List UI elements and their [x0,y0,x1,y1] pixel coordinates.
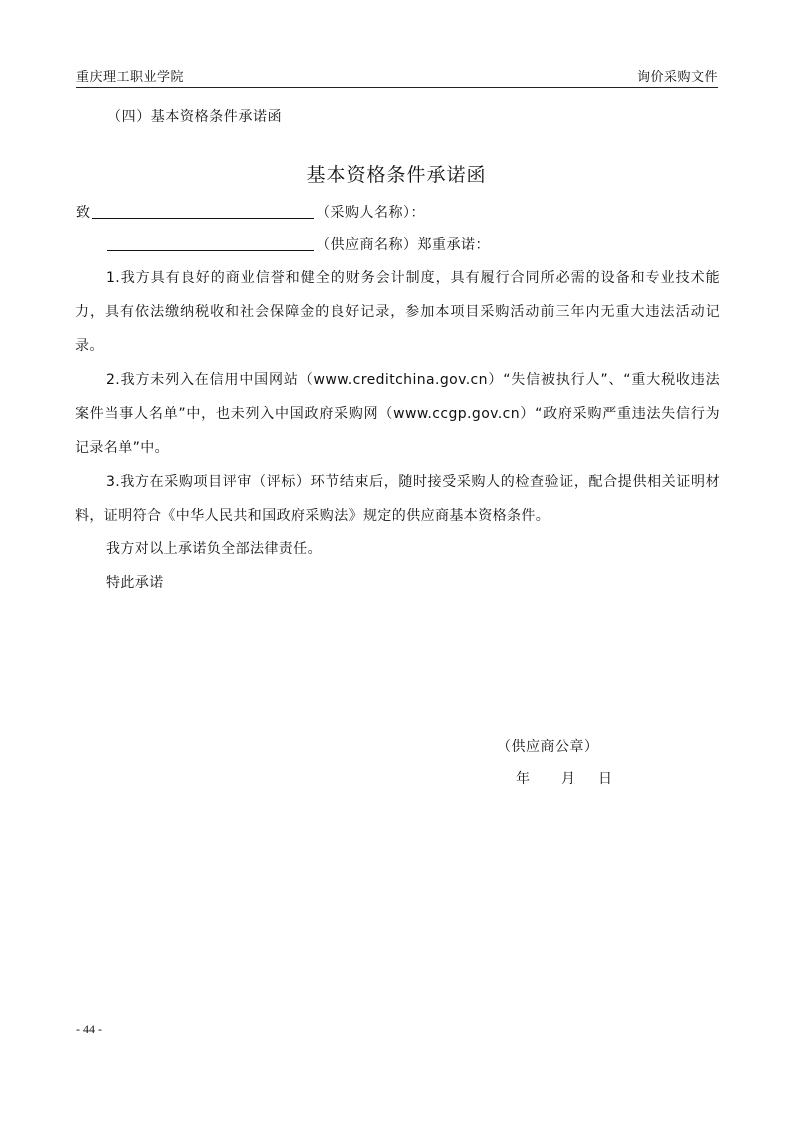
date-day-label: 日 [598,771,613,787]
supplier-line-suffix: （供应商名称）郑重承诺： [316,237,490,253]
commitment-text-3: 3.我方在采购项目评审（评标）环节结束后，随时接受采购人的检查验证，配合提供相关证明材料，证明符合《中华人民共和国政府采购法》规定的供应商基本资格条件。 [75,474,720,524]
commitment-text-1: 1.我方具有良好的商业信誉和健全的财务会计制度，具有履行合同所必需的设备和专业技术能力，具有依法缴纳税收和社会保障金的良好记录，参加本项目采购活动前三年内无重大违法活动记录。 [75,270,720,354]
page-number: - 44 - [76,1022,102,1036]
date-year-label: 年 [516,771,531,787]
closing-text: 特此承诺 [106,575,164,591]
closing-statement [75,566,720,600]
liability-text: 我方对以上承诺负全部法律责任。 [106,541,322,557]
addressee-suffix: （采购人名称）： [316,205,425,221]
page-header [76,65,718,88]
header-document-type: 询价采购文件 [636,70,718,85]
commitment-paragraph-1 [75,261,720,363]
document-title: 基本资格条件承诺函 [306,164,487,186]
supplier-seal-label: （供应商公章） [497,739,599,755]
commitment-text-2: 2.我方未列入在信用中国网站（www.creditchina.gov.cn）“失信被执行人”、“重大税收违法案件当事人名单”中，也未列入中国政府采购网（www.ccgp.gov.cn）“政府采购严重违法失信行为记录名单”中。 [75,372,720,456]
date-month-label: 月 [561,771,576,787]
section-heading: （四）基本资格条件承诺函 [107,109,283,125]
supplier-name-blank [107,250,314,251]
liability-statement [75,532,720,566]
header-institution: 重庆理工职业学院 [76,70,185,85]
commitment-paragraph-2 [75,363,720,465]
addressee-prefix: 致 [76,205,91,221]
commitment-paragraph-3 [75,465,720,533]
purchaser-name-blank [92,218,314,219]
